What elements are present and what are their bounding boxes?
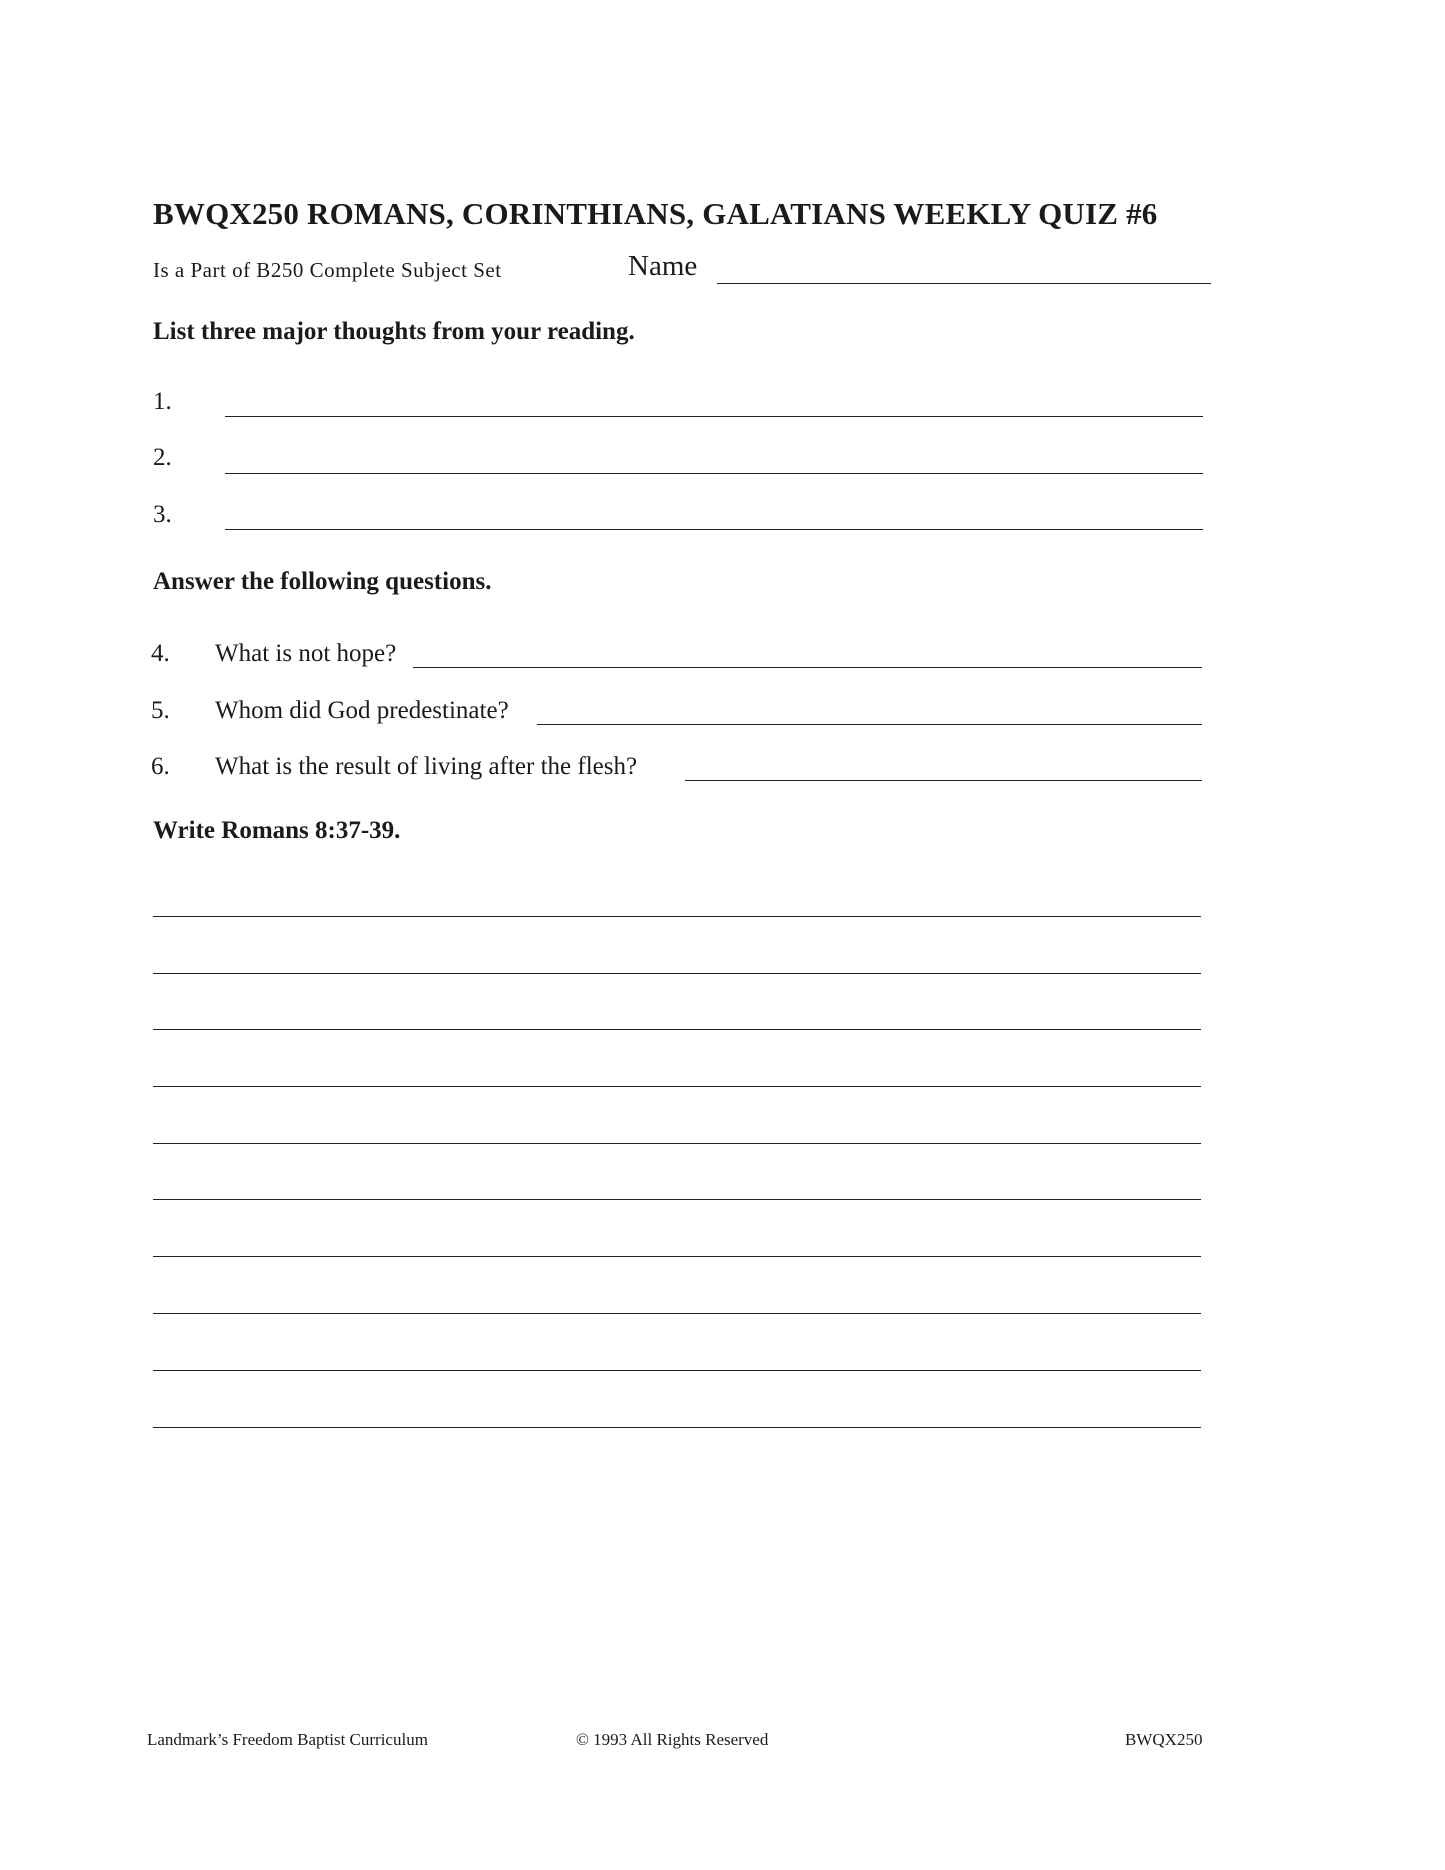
- writing-line-9[interactable]: [153, 1370, 1201, 1371]
- question-answer-line-5[interactable]: [537, 724, 1202, 725]
- item-number: 3.: [153, 501, 172, 528]
- writing-line-5[interactable]: [153, 1143, 1201, 1144]
- writing-line-6[interactable]: [153, 1199, 1201, 1200]
- writing-line-7[interactable]: [153, 1256, 1201, 1257]
- question-text: What is not hope?: [215, 640, 397, 667]
- thought-answer-line-1[interactable]: [225, 416, 1203, 417]
- writing-line-1[interactable]: [153, 916, 1201, 917]
- writing-line-3[interactable]: [153, 1029, 1201, 1030]
- question-number: 6.: [151, 753, 170, 780]
- thought-answer-line-2[interactable]: [225, 473, 1203, 474]
- section-heading-questions: Answer the following questions.: [153, 568, 492, 595]
- section-heading-thoughts: List three major thoughts from your reading.: [153, 318, 635, 345]
- name-label: Name: [628, 250, 698, 282]
- item-number: 1.: [153, 388, 172, 415]
- thought-answer-line-3[interactable]: [225, 529, 1203, 530]
- question-number: 4.: [151, 640, 170, 667]
- name-field[interactable]: [717, 283, 1211, 284]
- footer-copyright: © 1993 All Rights Reserved: [576, 1730, 769, 1749]
- question-number: 5.: [151, 697, 170, 724]
- subtitle: Is a Part of B250 Complete Subject Set: [153, 258, 502, 282]
- footer-code: BWQX250: [1125, 1730, 1203, 1749]
- footer-publisher: Landmark’s Freedom Baptist Curriculum: [147, 1730, 428, 1749]
- writing-line-10[interactable]: [153, 1427, 1201, 1428]
- section-heading-scripture: Write Romans 8:37-39.: [153, 817, 401, 844]
- question-answer-line-4[interactable]: [413, 667, 1202, 668]
- writing-line-4[interactable]: [153, 1086, 1201, 1087]
- item-number: 2.: [153, 444, 172, 471]
- writing-line-8[interactable]: [153, 1313, 1201, 1314]
- question-answer-line-6[interactable]: [685, 780, 1202, 781]
- writing-line-2[interactable]: [153, 973, 1201, 974]
- question-text: Whom did God predestinate?: [215, 697, 509, 724]
- page-title: BWQX250 ROMANS, CORINTHIANS, GALATIANS WEEKLY QUIZ #6: [153, 196, 1158, 231]
- question-text: What is the result of living after the flesh?: [215, 753, 638, 780]
